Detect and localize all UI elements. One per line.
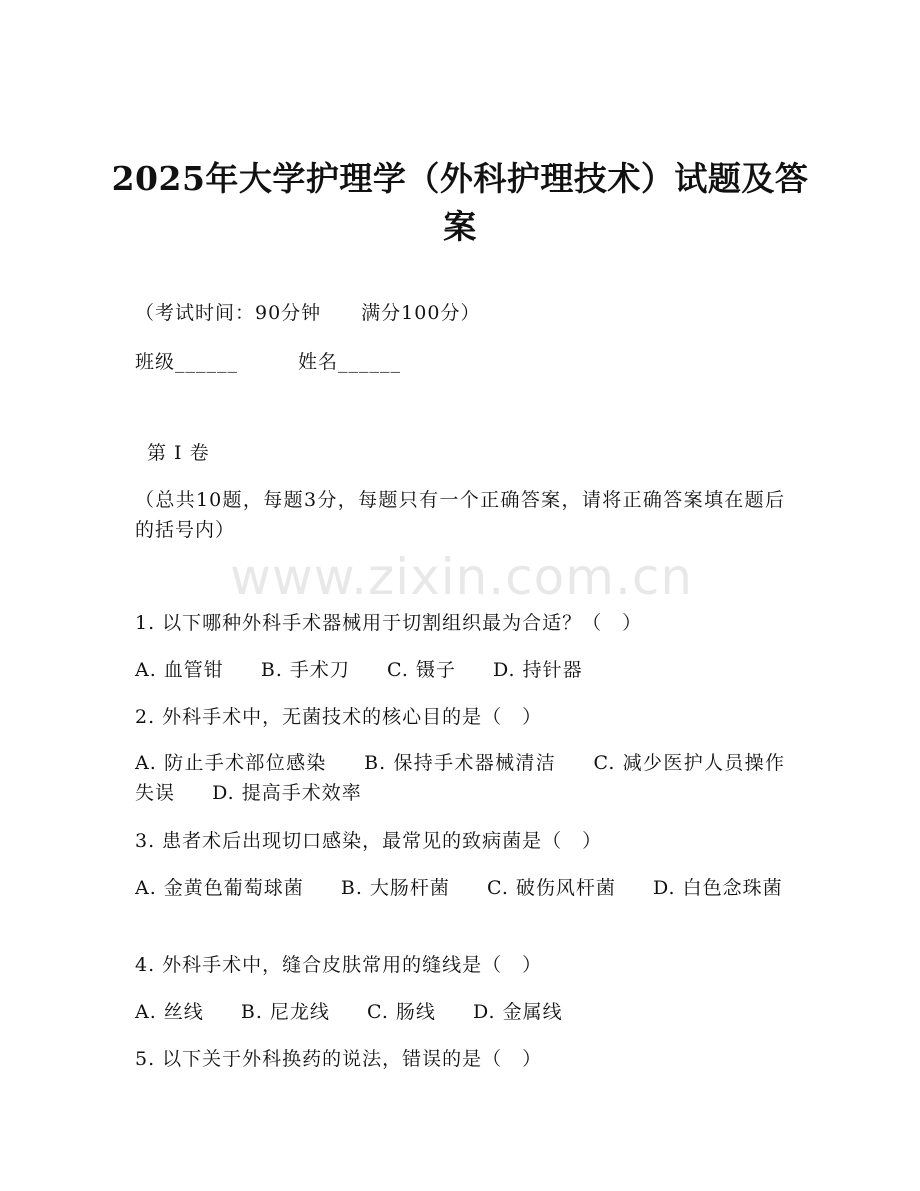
option: A. 防止手术部位感染 bbox=[135, 752, 327, 774]
option: C. 镊子 bbox=[386, 659, 456, 681]
option: D. 白色念珠菌 bbox=[652, 877, 783, 899]
option: C. 肠线 bbox=[366, 1001, 436, 1023]
option: C. 破伤风杆菌 bbox=[486, 877, 616, 899]
section-heading: 第 I 卷 bbox=[147, 442, 210, 464]
option: D. 提高手术效率 bbox=[212, 782, 362, 804]
class-name-line: 班级______ 姓名______ bbox=[135, 351, 402, 373]
option: B. 尼龙线 bbox=[240, 1001, 330, 1023]
option: D. 持针器 bbox=[492, 659, 583, 681]
question-options bbox=[135, 997, 785, 1027]
question-stem: 1. 以下哪种外科手术器械用于切割组织最为合适？（ ） bbox=[135, 612, 643, 634]
option: C. 减少医护人员操作失误 bbox=[135, 752, 785, 804]
section-instructions: （总共10题，每题3分，每题只有一个正确答案，请将正确答案填在题后的括号内） bbox=[135, 489, 785, 541]
question-stem: 3. 患者术后出现切口感染，最常见的致病菌是（ ） bbox=[135, 830, 603, 852]
question-options bbox=[135, 655, 785, 685]
option: D. 金属线 bbox=[472, 1001, 563, 1023]
option: B. 大肠杆菌 bbox=[340, 877, 450, 899]
option: A. 丝线 bbox=[135, 1001, 204, 1023]
question-options bbox=[135, 748, 785, 808]
exam-info: （考试时间：90分钟 满分100分） bbox=[135, 302, 481, 324]
option: B. 手术刀 bbox=[260, 659, 350, 681]
document-title: 2025年大学护理学（外科护理技术）试题及答案 bbox=[111, 159, 809, 246]
question-stem: 5. 以下关于外科换药的说法，错误的是（ ） bbox=[135, 1048, 543, 1070]
question-stem: 2. 外科手术中，无菌技术的核心目的是（ ） bbox=[135, 706, 543, 728]
watermark: www.zixin.com.cn bbox=[230, 548, 694, 606]
option: A. 血管钳 bbox=[135, 659, 224, 681]
question-stem: 4. 外科手术中，缝合皮肤常用的缝线是（ ） bbox=[135, 954, 543, 976]
question-options bbox=[135, 873, 785, 903]
option: A. 金黄色葡萄球菌 bbox=[135, 877, 304, 899]
option: B. 保持手术器械清洁 bbox=[364, 752, 557, 774]
